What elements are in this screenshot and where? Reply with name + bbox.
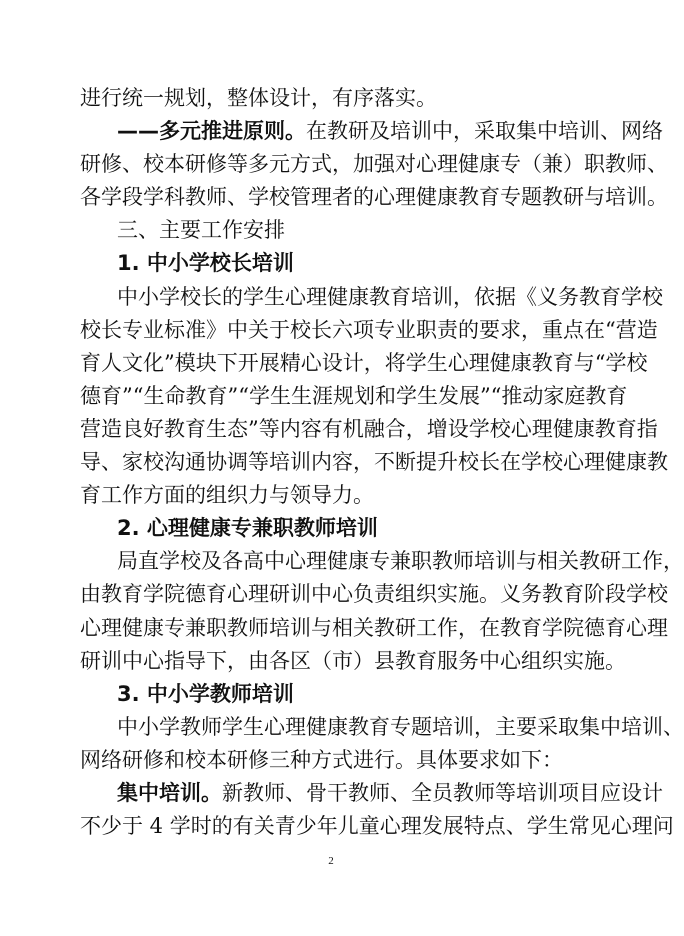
- paragraph-line: 导、家校沟通协调等培训内容，不断提升校长在学校心理健康教: [80, 450, 668, 475]
- page-number: 2: [328, 855, 334, 867]
- subsection-heading-2: 2. 心理健康专兼职教师培训: [117, 516, 378, 541]
- training-paragraph-line: [80, 777, 663, 810]
- paragraph-line: 育工作方面的组织力与领导力。: [80, 483, 374, 508]
- document-page: [80, 82, 684, 843]
- paragraph-line: 网络研修和校本研修三种方式进行。具体要求如下：: [80, 747, 563, 772]
- paragraph-line: 德育”“生命教育”“学生生涯规划和学生发展”“推动家庭教育: [80, 383, 628, 408]
- paragraph-text: 新教师、骨干教师、全员教师等培训项目应设计: [222, 780, 663, 805]
- paragraph-line: 局直学校及各高中心理健康专兼职教师培训与相关教研工作，: [117, 549, 684, 574]
- paragraph-line: 中小学教师学生心理健康教育专题培训，主要采取集中培训、: [117, 714, 684, 739]
- paragraph-line: 心理健康专兼职教师培训与相关教研工作，在教育学院德育心理: [80, 615, 668, 640]
- paragraph-line: 研修、校本研修等多元方式，加强对心理健康专（兼）职教师、: [80, 152, 668, 177]
- subsection-heading-3: 3. 中小学教师培训: [117, 681, 294, 706]
- paragraph-line: 不少于 4 学时的有关青少年儿童心理发展特点、学生常见心理问: [80, 814, 674, 839]
- paragraph-line: 育人文化”模块下开展精心设计，将学生心理健康教育与“学校: [80, 350, 648, 375]
- paragraph-text: 在教研及培训中，采取集中培训、网络: [306, 119, 663, 144]
- principle-title: ——多元推进原则。: [117, 119, 306, 144]
- paragraph-line: 进行统一规划，整体设计，有序落实。: [80, 86, 437, 110]
- section-heading: 三、主要工作安排: [117, 218, 285, 243]
- principle-paragraph-line: [80, 115, 663, 148]
- training-title: 集中培训。: [117, 780, 222, 805]
- paragraph-line: 中小学校长的学生心理健康教育培训，依据《义务教育学校: [117, 284, 663, 309]
- subsection-heading-1: 1. 中小学校长培训: [117, 251, 294, 276]
- paragraph-line: 研训中心指导下，由各区（市）县教育服务中心组织实施。: [80, 648, 626, 673]
- paragraph-line: 各学段学科教师、学校管理者的心理健康教育专题教研与培训。: [80, 185, 668, 210]
- paragraph-line: 营造良好教育生态”等内容有机融合，增设学校心理健康教育指: [80, 416, 658, 441]
- paragraph-line: 由教育学院德育心理研训中心负责组织实施。义务教育阶段学校: [80, 582, 668, 607]
- paragraph-line: 校长专业标准》中关于校长六项专业职责的要求，重点在“营造: [80, 317, 658, 342]
